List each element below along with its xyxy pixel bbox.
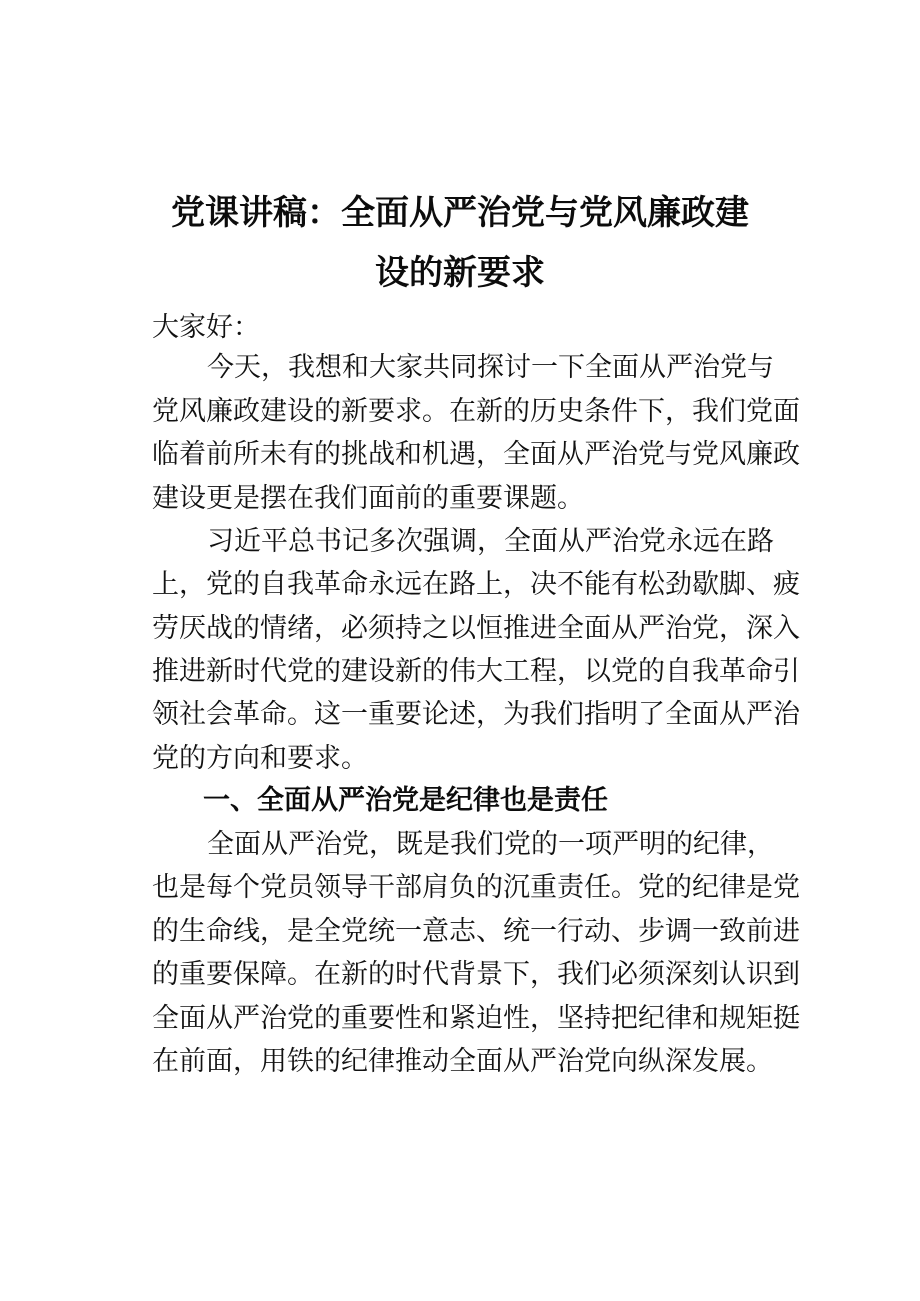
paragraph-2-line: 习近平总书记多次强调，全面从严治党永远在路 (207, 526, 774, 557)
paragraph-3-line: 的重要保障。在新的时代背景下，我们必须深刻认识到 (152, 959, 800, 990)
paragraph-3-line: 在前面，用铁的纪律推动全面从严治党向纵深发展。 (152, 1046, 773, 1077)
paragraph-2-line: 上，党的自我革命永远在路上，决不能有松劲歇脚、疲 (152, 569, 800, 600)
paragraph-3-line: 的生命线，是全党统一意志、统一行动、步调一致前进 (152, 916, 800, 947)
paragraph-2-line: 推进新时代党的建设新的伟大工程，以党的自我革命引 (152, 656, 800, 687)
paragraph-1-line: 建设更是摆在我们面前的重要课题。 (152, 483, 584, 514)
document-title-line-2: 设的新要求 (375, 253, 545, 293)
paragraph-3-line: 全面从严治党，既是我们党的一项严明的纪律， (207, 829, 774, 860)
paragraph-1-line: 今天，我想和大家共同探讨一下全面从严治党与 (207, 352, 774, 383)
paragraph-2-line: 劳厌战的情绪，必须持之以恒推进全面从严治党，深入 (152, 613, 800, 644)
paragraph-2-line: 领社会革命。这一重要论述，为我们指明了全面从严治 (152, 699, 800, 730)
paragraph-3-line: 也是每个党员领导干部肩负的沉重责任。党的纪律是党 (152, 872, 800, 903)
paragraph-3-line: 全面从严治党的重要性和紧迫性，坚持把纪律和规矩挺 (152, 1003, 800, 1034)
section-heading: 一、全面从严治党是纪律也是责任 (203, 785, 608, 816)
paragraph-2-line: 党的方向和要求。 (152, 743, 368, 774)
greeting: 大家好： (152, 312, 260, 343)
paragraph-1-line: 临着前所未有的挑战和机遇，全面从严治党与党风廉政 (152, 439, 800, 470)
document-title-line-1: 党课讲稿：全面从严治党与党风廉政建 (171, 193, 749, 233)
paragraph-1-line: 党风廉政建设的新要求。在新的历史条件下，我们党面 (152, 396, 800, 427)
